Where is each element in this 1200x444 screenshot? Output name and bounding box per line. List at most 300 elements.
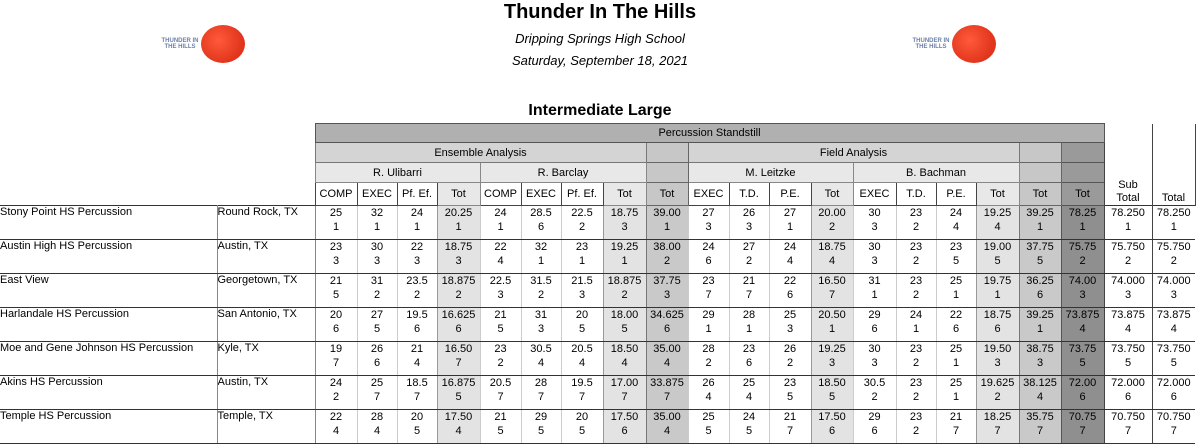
- score-cell: [521, 308, 561, 342]
- score-rank: 2: [912, 357, 920, 369]
- score-value: 17.00: [610, 377, 639, 389]
- score-value: 29: [534, 411, 548, 423]
- score-cell: [811, 342, 853, 376]
- score-cell: [811, 308, 853, 342]
- score-value: 18.75: [983, 309, 1012, 321]
- score-cell: [315, 240, 357, 274]
- table-row: [0, 376, 1195, 410]
- score-rank: 6: [621, 425, 628, 437]
- score-rank: 2: [332, 391, 340, 403]
- score-cell: [315, 376, 357, 410]
- unit-location: Kyle, TX: [217, 342, 315, 376]
- score-value: 20: [575, 309, 589, 321]
- score-value: 23: [909, 207, 923, 219]
- score-cell: [976, 342, 1019, 376]
- score-cell: [1061, 206, 1104, 240]
- score-cell: [769, 274, 811, 308]
- table-row: [0, 240, 1195, 274]
- score-value: 28.5: [530, 207, 552, 219]
- score-rank: 6: [1079, 391, 1086, 403]
- score-rank: 2: [1170, 255, 1177, 267]
- score-value: 21: [742, 275, 756, 287]
- col-exec: EXEC: [357, 183, 397, 206]
- score-cell: [853, 206, 896, 240]
- score-value: 39.00: [653, 207, 681, 219]
- col-pfef: Pf. Ef.: [561, 183, 603, 206]
- score-rank: 2: [455, 289, 462, 301]
- score-value: 78.25: [1068, 207, 1097, 219]
- score-cell: [688, 342, 729, 376]
- score-rank: 1: [994, 289, 1001, 301]
- score-rank: 1: [745, 323, 753, 335]
- score-rank: 4: [663, 357, 671, 369]
- results-body: [0, 206, 1195, 444]
- score-cell: [688, 308, 729, 342]
- score-value: 23: [575, 241, 589, 253]
- score-value: 70.750: [1111, 411, 1145, 423]
- score-cell: [646, 342, 688, 376]
- score-cell: [1104, 308, 1152, 342]
- score-cell: [480, 342, 521, 376]
- score-value: 19.25: [983, 207, 1012, 219]
- score-value: 27: [370, 309, 384, 321]
- score-rank: 1: [952, 357, 960, 369]
- score-cell: [1019, 376, 1061, 410]
- score-rank: 1: [1079, 221, 1086, 233]
- score-value: 31: [534, 309, 548, 321]
- score-rank: 1: [621, 255, 628, 267]
- score-value: 21: [949, 411, 963, 423]
- event-title: Thunder In The Hills: [503, 1, 697, 23]
- score-value: 35.75: [1026, 411, 1054, 423]
- score-rank: 2: [621, 289, 628, 301]
- score-rank: 2: [912, 425, 920, 437]
- score-rank: 7: [952, 425, 960, 437]
- score-cell: [811, 376, 853, 410]
- score-rank: 5: [745, 425, 753, 437]
- score-cell: [397, 308, 437, 342]
- score-rank: 7: [1036, 425, 1044, 437]
- score-cell: [936, 410, 976, 444]
- score-rank: 5: [497, 425, 504, 437]
- score-value: 30.5: [863, 377, 886, 389]
- score-value: 30: [868, 241, 881, 253]
- score-rank: 7: [332, 357, 340, 369]
- score-rank: 2: [745, 255, 753, 267]
- score-value: 21: [783, 411, 797, 423]
- score-rank: 7: [663, 391, 671, 403]
- score-value: 23: [783, 377, 797, 389]
- score-value: 78.250: [1111, 207, 1145, 219]
- score-rank: 3: [1170, 289, 1177, 301]
- score-cell: [853, 308, 896, 342]
- score-cell: [1104, 376, 1152, 410]
- score-cell: [521, 274, 561, 308]
- col-ensemble-tot: Tot: [646, 183, 688, 206]
- score-rank: 7: [786, 425, 794, 437]
- score-value: 38.75: [1026, 343, 1054, 355]
- col-exec: EXEC: [688, 183, 729, 206]
- score-cell: [397, 274, 437, 308]
- score-cell: [1104, 410, 1152, 444]
- score-rank: 6: [413, 323, 421, 335]
- score-value: 21: [410, 343, 424, 355]
- score-rank: 4: [952, 221, 960, 233]
- score-rank: 2: [1079, 255, 1086, 267]
- score-cell: [936, 274, 976, 308]
- score-rank: 6: [455, 323, 462, 335]
- score-value: 17.50: [610, 411, 639, 423]
- score-rank: 5: [455, 391, 462, 403]
- col-pe: P.E.: [769, 183, 811, 206]
- score-cell: [769, 206, 811, 240]
- score-cell: [896, 274, 936, 308]
- score-value: 31: [868, 275, 881, 287]
- score-cell: [896, 308, 936, 342]
- score-value: 30: [370, 241, 384, 253]
- score-value: 72.00: [1068, 377, 1097, 389]
- score-rank: 7: [1079, 425, 1086, 437]
- score-rank: 3: [332, 255, 340, 267]
- score-value: 37.75: [653, 275, 681, 287]
- score-rank: 7: [413, 391, 421, 403]
- score-cell: [1152, 308, 1195, 342]
- score-value: 24: [783, 241, 797, 253]
- score-value: 75.750: [1111, 241, 1145, 253]
- score-cell: [1019, 206, 1061, 240]
- score-rank: 1: [1036, 323, 1044, 335]
- score-value: 25: [742, 377, 756, 389]
- score-cell: [1019, 240, 1061, 274]
- col-comp: COMP: [315, 183, 357, 206]
- unit-name: Harlandale HS Percussion: [0, 308, 217, 342]
- score-cell: [397, 342, 437, 376]
- score-cell: [896, 410, 936, 444]
- score-rank: 1: [537, 255, 545, 267]
- score-value: 18.875: [441, 275, 476, 287]
- score-cell: [315, 206, 357, 240]
- score-cell: [976, 206, 1019, 240]
- score-cell: [853, 410, 896, 444]
- score-value: 72.000: [1156, 377, 1191, 389]
- table-row: [0, 206, 1195, 240]
- ensemble-analysis-header: Ensemble Analysis: [315, 143, 646, 163]
- score-rank: 5: [1170, 357, 1177, 369]
- recap-table: [0, 123, 1196, 444]
- score-cell: [688, 240, 729, 274]
- score-value: 26: [702, 377, 715, 389]
- col-field-tot: Tot: [1019, 183, 1061, 206]
- score-value: 20: [575, 411, 589, 423]
- score-rank: 6: [705, 255, 712, 267]
- col-tot: Tot: [976, 183, 1019, 206]
- score-value: 19: [329, 343, 343, 355]
- score-value: 30.5: [530, 343, 552, 355]
- score-cell: [1061, 308, 1104, 342]
- score-value: 29: [868, 411, 881, 423]
- score-cell: [603, 376, 646, 410]
- score-rank: 4: [455, 425, 462, 437]
- score-value: 28: [702, 343, 715, 355]
- score-value: 70.75: [1068, 411, 1097, 423]
- col-comp: COMP: [480, 183, 521, 206]
- score-cell: [521, 410, 561, 444]
- score-cell: [397, 240, 437, 274]
- score-rank: 6: [871, 323, 878, 335]
- score-rank: 4: [994, 221, 1001, 233]
- score-cell: [1061, 376, 1104, 410]
- score-rank: 3: [373, 255, 381, 267]
- score-value: 19.50: [983, 343, 1012, 355]
- score-value: 75.75: [1068, 241, 1097, 253]
- col-tot: Tot: [437, 183, 480, 206]
- score-value: 25: [949, 377, 963, 389]
- score-value: 37.75: [1026, 241, 1054, 253]
- score-value: 16.50: [818, 275, 846, 287]
- score-cell: [603, 308, 646, 342]
- score-value: 20.5: [571, 343, 593, 355]
- score-rank: 3: [621, 221, 628, 233]
- score-rank: 7: [537, 391, 545, 403]
- score-value: 25: [370, 377, 384, 389]
- score-rank: 5: [828, 391, 836, 403]
- score-cell: [1104, 240, 1152, 274]
- score-value: 28: [534, 377, 548, 389]
- score-value: 22: [329, 411, 343, 423]
- score-rank: 3: [745, 221, 753, 233]
- table-row: [0, 308, 1195, 342]
- score-cell: [646, 240, 688, 274]
- score-rank: 4: [1170, 323, 1177, 335]
- score-cell: [769, 240, 811, 274]
- score-cell: [811, 240, 853, 274]
- caption-header: Percussion Standstill: [315, 124, 1104, 143]
- score-rank: 1: [912, 323, 920, 335]
- score-cell: [480, 410, 521, 444]
- score-rank: 1: [578, 255, 586, 267]
- score-rank: 5: [373, 323, 381, 335]
- score-value: 23: [949, 241, 963, 253]
- score-cell: [896, 342, 936, 376]
- score-value: 21: [494, 411, 507, 423]
- logo-ball: [952, 25, 996, 63]
- score-rank: 2: [497, 357, 504, 369]
- score-rank: 5: [705, 425, 712, 437]
- score-rank: 6: [828, 425, 836, 437]
- score-value: 22: [783, 275, 797, 287]
- score-rank: 3: [871, 255, 878, 267]
- score-value: 20.50: [818, 309, 846, 321]
- score-rank: 2: [578, 221, 586, 233]
- score-cell: [936, 308, 976, 342]
- score-value: 30: [868, 207, 881, 219]
- score-rank: 6: [537, 221, 545, 233]
- col-exec: EXEC: [521, 183, 561, 206]
- score-cell: [1019, 274, 1061, 308]
- score-rank: 1: [413, 221, 421, 233]
- score-cell: [357, 206, 397, 240]
- score-cell: [437, 308, 480, 342]
- score-cell: [853, 274, 896, 308]
- score-cell: [1152, 274, 1195, 308]
- score-value: 75.750: [1156, 241, 1191, 253]
- score-rank: 3: [537, 323, 545, 335]
- score-rank: 1: [373, 221, 381, 233]
- score-value: 21.5: [571, 275, 593, 287]
- score-cell: [646, 206, 688, 240]
- score-cell: [853, 376, 896, 410]
- score-rank: 5: [621, 323, 628, 335]
- score-cell: [437, 206, 480, 240]
- score-rank: 4: [828, 255, 836, 267]
- score-rank: 4: [745, 391, 753, 403]
- score-rank: 1: [786, 221, 794, 233]
- score-rank: 3: [1036, 357, 1044, 369]
- score-cell: [315, 274, 357, 308]
- unit-location: Austin, TX: [217, 376, 315, 410]
- score-cell: [1104, 342, 1152, 376]
- score-value: 20: [410, 411, 424, 423]
- score-rank: 5: [994, 255, 1001, 267]
- score-rank: 1: [1170, 221, 1177, 233]
- score-cell: [437, 342, 480, 376]
- score-value: 36.25: [1026, 275, 1054, 287]
- score-cell: [1061, 274, 1104, 308]
- score-value: 74.00: [1068, 275, 1097, 287]
- score-cell: [688, 376, 729, 410]
- score-value: 35.00: [653, 411, 681, 423]
- score-cell: [1152, 206, 1195, 240]
- unit-name: Stony Point HS Percussion: [0, 206, 217, 240]
- score-cell: [1104, 274, 1152, 308]
- score-rank: 2: [912, 221, 920, 233]
- score-rank: 1: [952, 391, 960, 403]
- score-value: 18.75: [818, 241, 846, 253]
- unit-location: Temple, TX: [217, 410, 315, 444]
- score-rank: 4: [1036, 391, 1044, 403]
- score-cell: [853, 240, 896, 274]
- score-cell: [357, 376, 397, 410]
- score-cell: [1019, 342, 1061, 376]
- unit-location: Georgetown, TX: [217, 274, 315, 308]
- score-rank: 4: [537, 357, 545, 369]
- score-value: 23: [909, 411, 923, 423]
- score-value: 39.25: [1026, 207, 1054, 219]
- score-cell: [976, 410, 1019, 444]
- score-value: 22.5: [489, 275, 512, 287]
- score-value: 19.25: [610, 241, 639, 253]
- score-value: 23.5: [406, 275, 428, 287]
- score-rank: 4: [332, 425, 340, 437]
- score-value: 23: [494, 343, 507, 355]
- score-value: 23: [702, 275, 715, 287]
- score-value: 31.5: [530, 275, 552, 287]
- score-rank: 5: [1036, 255, 1044, 267]
- score-rank: 6: [1170, 391, 1177, 403]
- score-value: 23: [742, 343, 756, 355]
- score-rank: 1: [828, 323, 836, 335]
- event-date: Saturday, September 18, 2021: [511, 53, 689, 68]
- score-value: 20.25: [444, 207, 473, 219]
- score-rank: 2: [994, 391, 1001, 403]
- score-value: 18.50: [818, 377, 846, 389]
- score-rank: 1: [1036, 221, 1044, 233]
- score-rank: 7: [994, 425, 1001, 437]
- score-value: 28: [742, 309, 756, 321]
- score-value: 23: [909, 377, 923, 389]
- score-cell: [437, 240, 480, 274]
- score-cell: [521, 342, 561, 376]
- score-cell: [729, 342, 769, 376]
- score-rank: 3: [455, 255, 462, 267]
- score-value: 19.5: [406, 309, 428, 321]
- score-value: 29: [702, 309, 715, 321]
- score-value: 73.750: [1156, 343, 1191, 355]
- score-rank: 1: [663, 221, 671, 233]
- score-value: 27: [702, 207, 715, 219]
- score-cell: [397, 376, 437, 410]
- score-value: 18.75: [610, 207, 639, 219]
- score-value: 19.625: [980, 377, 1015, 389]
- score-cell: [1061, 410, 1104, 444]
- score-cell: [1152, 410, 1195, 444]
- unit-name: Akins HS Percussion: [0, 376, 217, 410]
- score-value: 16.875: [441, 377, 476, 389]
- score-cell: [769, 308, 811, 342]
- score-cell: [729, 206, 769, 240]
- score-rank: 2: [663, 255, 671, 267]
- col-exec: EXEC: [853, 183, 896, 206]
- score-cell: [561, 308, 603, 342]
- score-rank: 3: [497, 289, 504, 301]
- score-rank: 5: [497, 323, 504, 335]
- score-rank: 7: [373, 391, 381, 403]
- score-value: 27: [742, 241, 756, 253]
- score-cell: [811, 206, 853, 240]
- score-rank: 2: [413, 289, 421, 301]
- logo-text: THUNDER IN THE HILLS: [912, 38, 950, 50]
- score-value: 38.00: [653, 241, 681, 253]
- score-cell: [521, 240, 561, 274]
- score-cell: [315, 308, 357, 342]
- score-rank: 7: [828, 289, 836, 301]
- score-value: 18.5: [406, 377, 428, 389]
- score-cell: [357, 342, 397, 376]
- score-cell: [976, 308, 1019, 342]
- score-rank: 7: [497, 391, 504, 403]
- field-analysis-header: Field Analysis: [688, 143, 1019, 163]
- score-cell: [1061, 342, 1104, 376]
- score-cell: [1104, 206, 1152, 240]
- score-rank: 3: [413, 255, 421, 267]
- score-value: 22.5: [571, 207, 593, 219]
- score-value: 27: [783, 207, 797, 219]
- score-cell: [315, 410, 357, 444]
- thunder-logo-right: [906, 22, 1056, 68]
- score-value: 28: [370, 411, 384, 423]
- score-cell: [729, 274, 769, 308]
- score-rank: 1: [497, 221, 504, 233]
- score-cell: [561, 410, 603, 444]
- score-rank: 2: [912, 391, 920, 403]
- score-value: 35.00: [653, 343, 681, 355]
- score-value: 17.50: [818, 411, 846, 423]
- host-school: Dripping Springs High School: [515, 31, 685, 46]
- judge-barclay: R. Barclay: [480, 163, 646, 183]
- score-cell: [521, 206, 561, 240]
- score-rank: 4: [497, 255, 504, 267]
- score-rank: 7: [1170, 425, 1177, 437]
